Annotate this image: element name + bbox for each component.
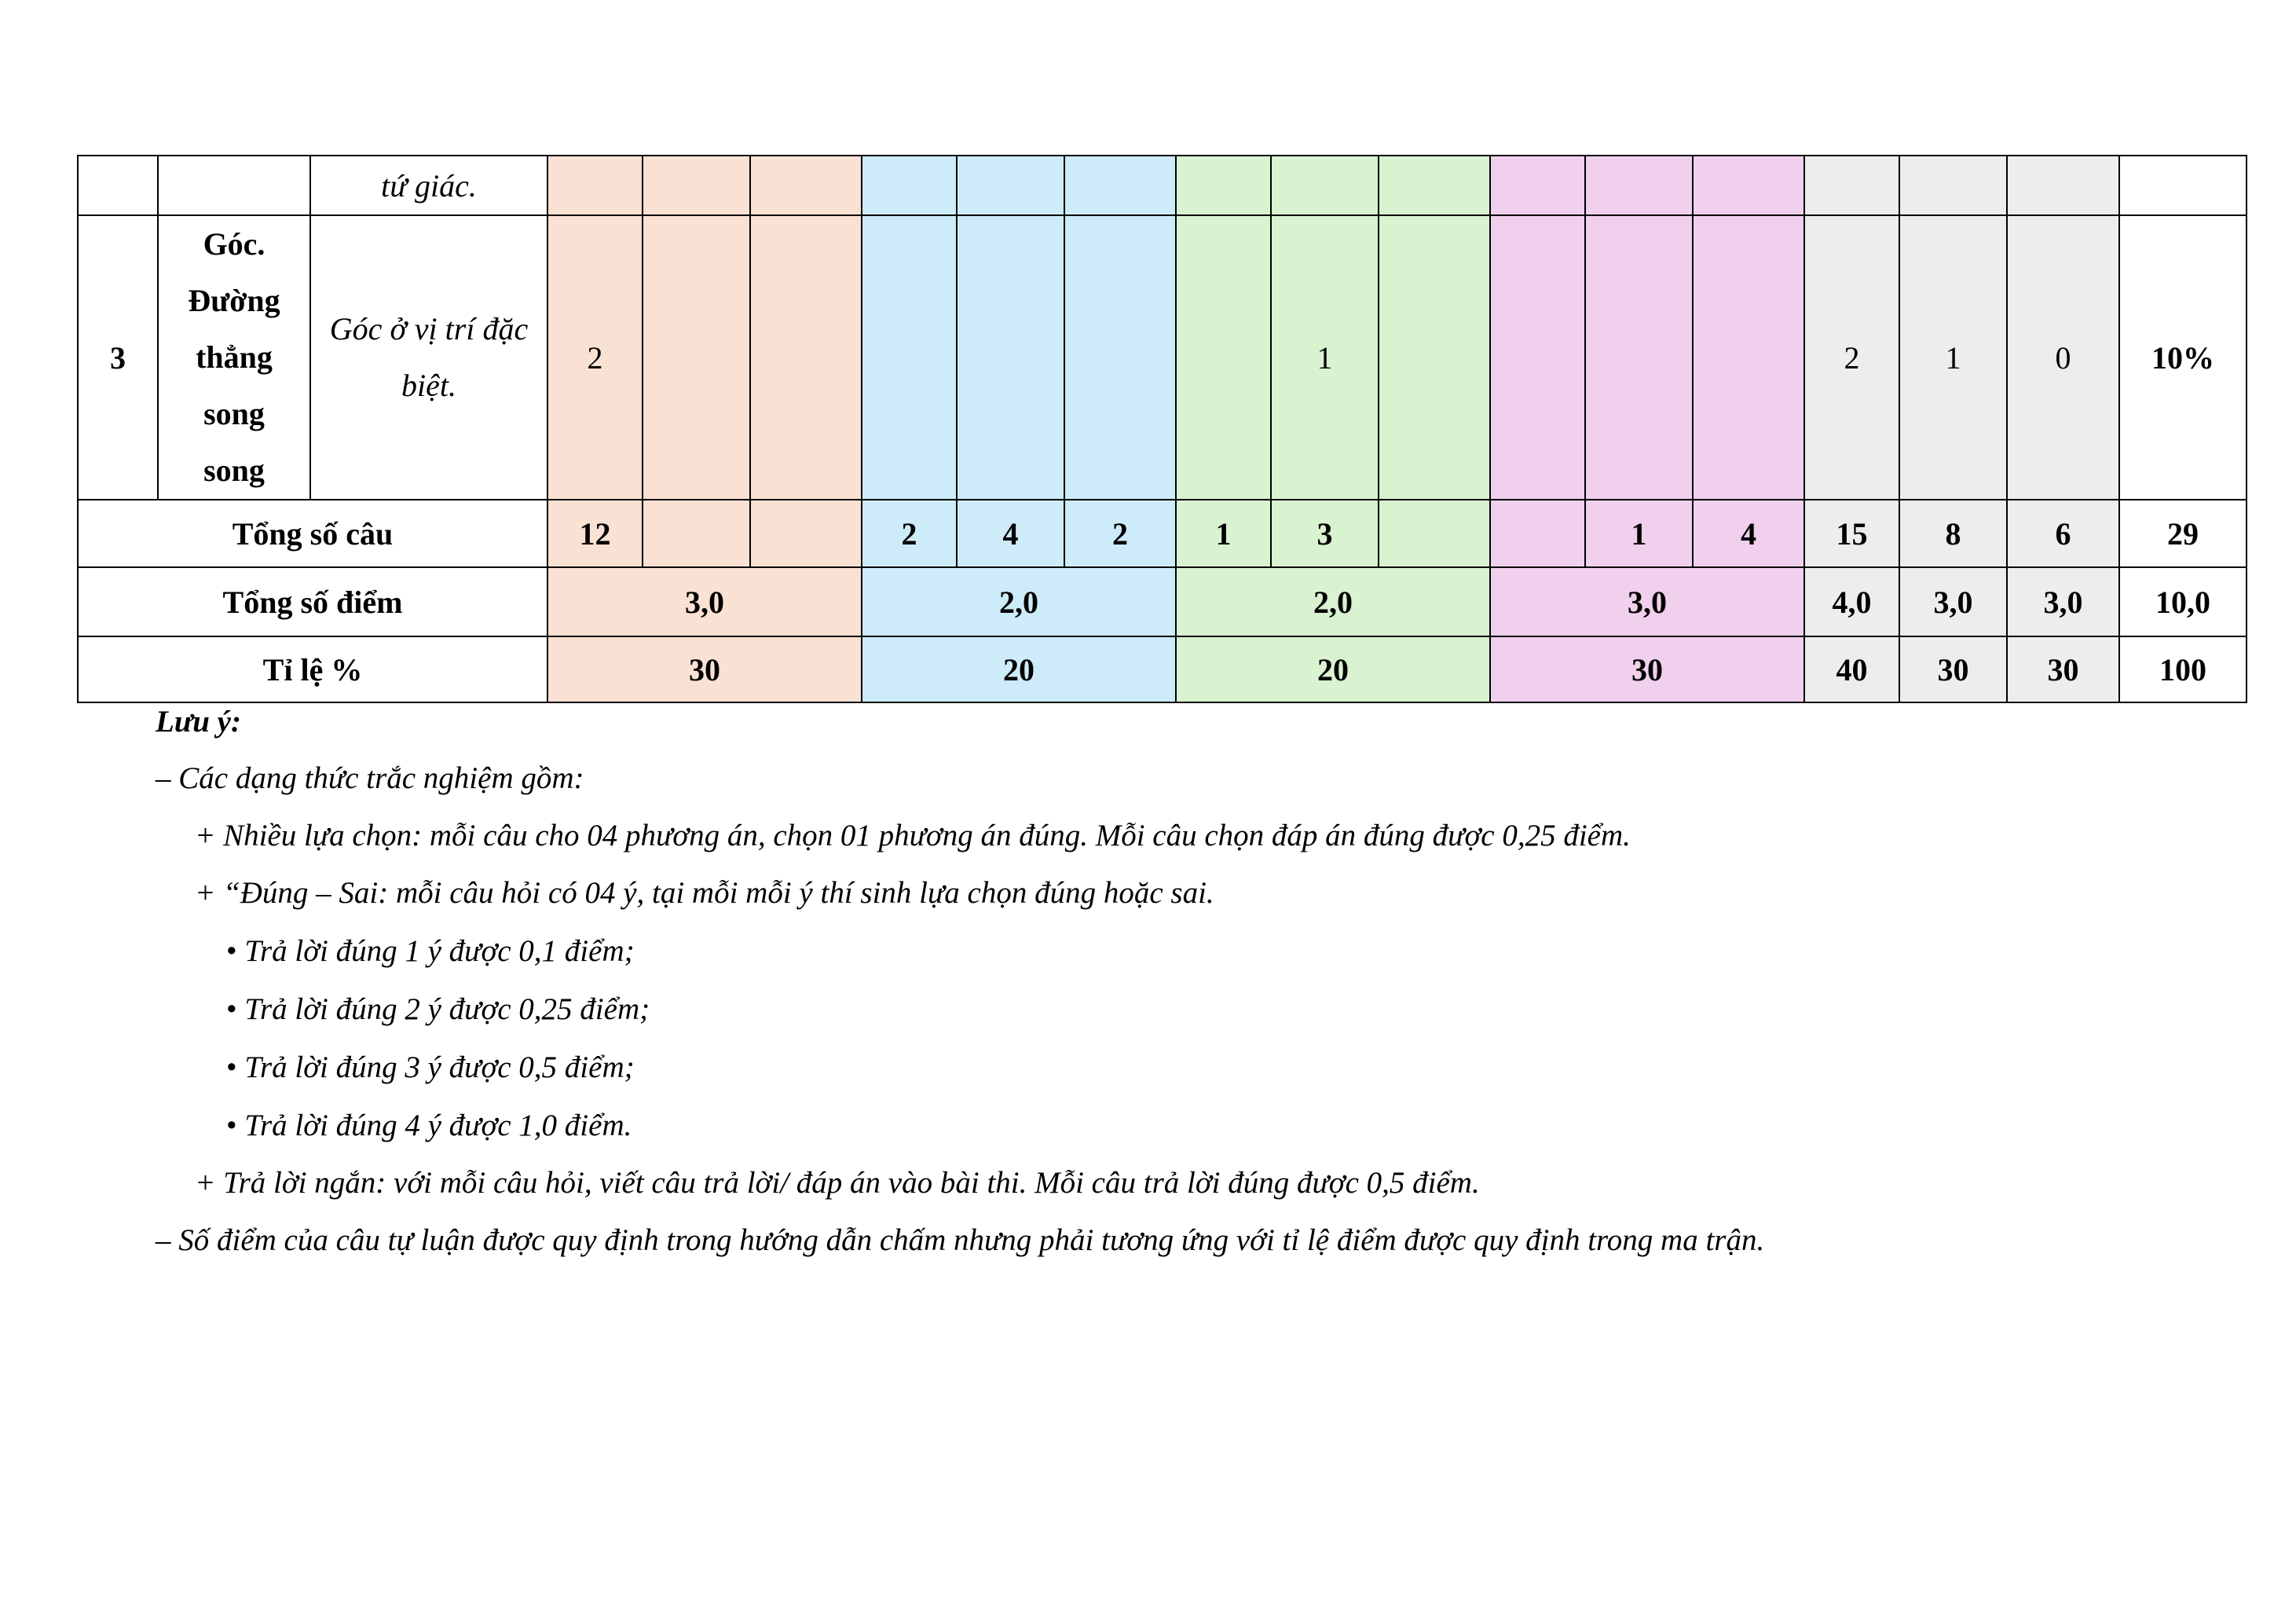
- cell-group-value: 30: [547, 636, 862, 702]
- cell-value: 15: [1804, 500, 1899, 567]
- cell-group-value: 30: [1490, 636, 1804, 702]
- row-label: Tỉ lệ %: [78, 636, 547, 702]
- cell-value: 4: [957, 500, 1064, 567]
- cell-value: 12: [547, 500, 643, 567]
- cell-group-value: 20: [862, 636, 1176, 702]
- note-subitem: • Trả lời đúng 1 ý được 0,1 điểm;: [226, 934, 635, 968]
- cell-value: [1064, 215, 1176, 500]
- table-row-continuation: [78, 156, 2247, 215]
- cell-value: [1176, 215, 1271, 500]
- cell-stt: [78, 156, 158, 215]
- cell-value: [1379, 215, 1490, 500]
- cell-value: [750, 215, 862, 500]
- cell-group-value: 3,0: [1490, 567, 1804, 636]
- table-row-percentage: [78, 636, 2247, 702]
- cell-value: [1490, 500, 1585, 567]
- cell-value: 6: [2007, 500, 2119, 567]
- row-label: Tổng số điểm: [78, 567, 547, 636]
- cell-value: 3: [1271, 500, 1379, 567]
- note-subitem: • Trả lời đúng 3 ý được 0,5 điểm;: [226, 1050, 635, 1084]
- cell-value: [643, 500, 750, 567]
- cell-value: 30: [1899, 636, 2007, 702]
- table-row-topic-3: [78, 215, 2247, 500]
- cell-value: [750, 500, 862, 567]
- cell-value: [862, 215, 957, 500]
- cell-value: [1379, 500, 1490, 567]
- cell-group-value: 2,0: [862, 567, 1176, 636]
- cell-total: 10,0: [2119, 567, 2247, 636]
- cell-value: 2: [547, 215, 643, 500]
- cell-value: 2: [862, 500, 957, 567]
- cell-value: 8: [1899, 500, 2007, 567]
- cell-value: 30: [2007, 636, 2119, 702]
- cell-value: 1: [1176, 500, 1271, 567]
- cell-group-value: 2,0: [1176, 567, 1490, 636]
- cell-total: 100: [2119, 636, 2247, 702]
- cell-value: 4,0: [1804, 567, 1899, 636]
- dash-marker: –: [156, 761, 171, 795]
- cell-value: 4: [1693, 500, 1804, 567]
- cell-topic: Góc. Đường thẳng song song: [158, 215, 310, 500]
- cell-value: [957, 215, 1064, 500]
- cell-value: 2: [1804, 215, 1899, 500]
- cell-percent: 10%: [2119, 215, 2247, 500]
- cell-value: 1: [1271, 215, 1379, 500]
- notes-title: Lưu ý:: [156, 705, 241, 739]
- dash-marker: –: [156, 1223, 171, 1257]
- cell-value: [1585, 215, 1693, 500]
- table-row-total-questions: [78, 500, 2247, 567]
- cell-value: 0: [2007, 215, 2119, 500]
- cell-group-value: 3,0: [547, 567, 862, 636]
- note-subitem: • Trả lời đúng 4 ý được 1,0 điểm.: [226, 1109, 632, 1142]
- cell-value: [1490, 215, 1585, 500]
- cell-total: 29: [2119, 500, 2247, 567]
- assessment-matrix-table: [77, 155, 2247, 703]
- cell-value: 3,0: [2007, 567, 2119, 636]
- row-label: Tổng số câu: [78, 500, 547, 567]
- cell-value: 2: [1064, 500, 1176, 567]
- bullet-icon: •: [226, 1050, 237, 1084]
- cell-topic: [158, 156, 310, 215]
- cell-content: tứ giác.: [310, 156, 547, 215]
- cell-value: [1693, 215, 1804, 500]
- cell-value: 3,0: [1899, 567, 2007, 636]
- cell-value: 1: [1585, 500, 1693, 567]
- bullet-icon: •: [226, 1109, 237, 1142]
- cell-value: 40: [1804, 636, 1899, 702]
- table-row-total-points: [78, 567, 2247, 636]
- cell-stt: 3: [78, 215, 158, 500]
- note-subitem: • Trả lời đúng 2 ý được 0,25 điểm;: [226, 992, 650, 1026]
- note-item-short-answer: + Trả lời ngắn: với mỗi câu hỏi, viết câu trả lời/ đáp án vào bài thi. Mỗi câu trả lời đúng được 0,5 điểm.: [195, 1166, 1480, 1200]
- note-item-true-false: + “Đúng – Sai: mỗi câu hỏi có 04 ý, tại mỗi mỗi ý thí sinh lựa chọn đúng hoặc sai.: [195, 876, 1214, 910]
- cell-value: [643, 215, 750, 500]
- note-line-essay-points: – Số điểm của câu tự luận được quy định trong hướng dẫn chấm nhưng phải tương ứng với tỉ lệ điểm được quy định trong ma trận.: [156, 1223, 1765, 1257]
- bullet-icon: •: [226, 992, 237, 1026]
- note-item-multiple-choice: + Nhiều lựa chọn: mỗi câu cho 04 phương án, chọn 01 phương án đúng. Mỗi câu chọn đáp án đúng được 0,25 điểm.: [195, 819, 1631, 852]
- bullet-icon: •: [226, 934, 237, 968]
- cell-group-value: 20: [1176, 636, 1490, 702]
- cell-value: 1: [1899, 215, 2007, 500]
- cell-content: Góc ở vị trí đặc biệt.: [310, 215, 547, 500]
- note-line-formats: – Các dạng thức trắc nghiệm gồm:: [156, 761, 584, 795]
